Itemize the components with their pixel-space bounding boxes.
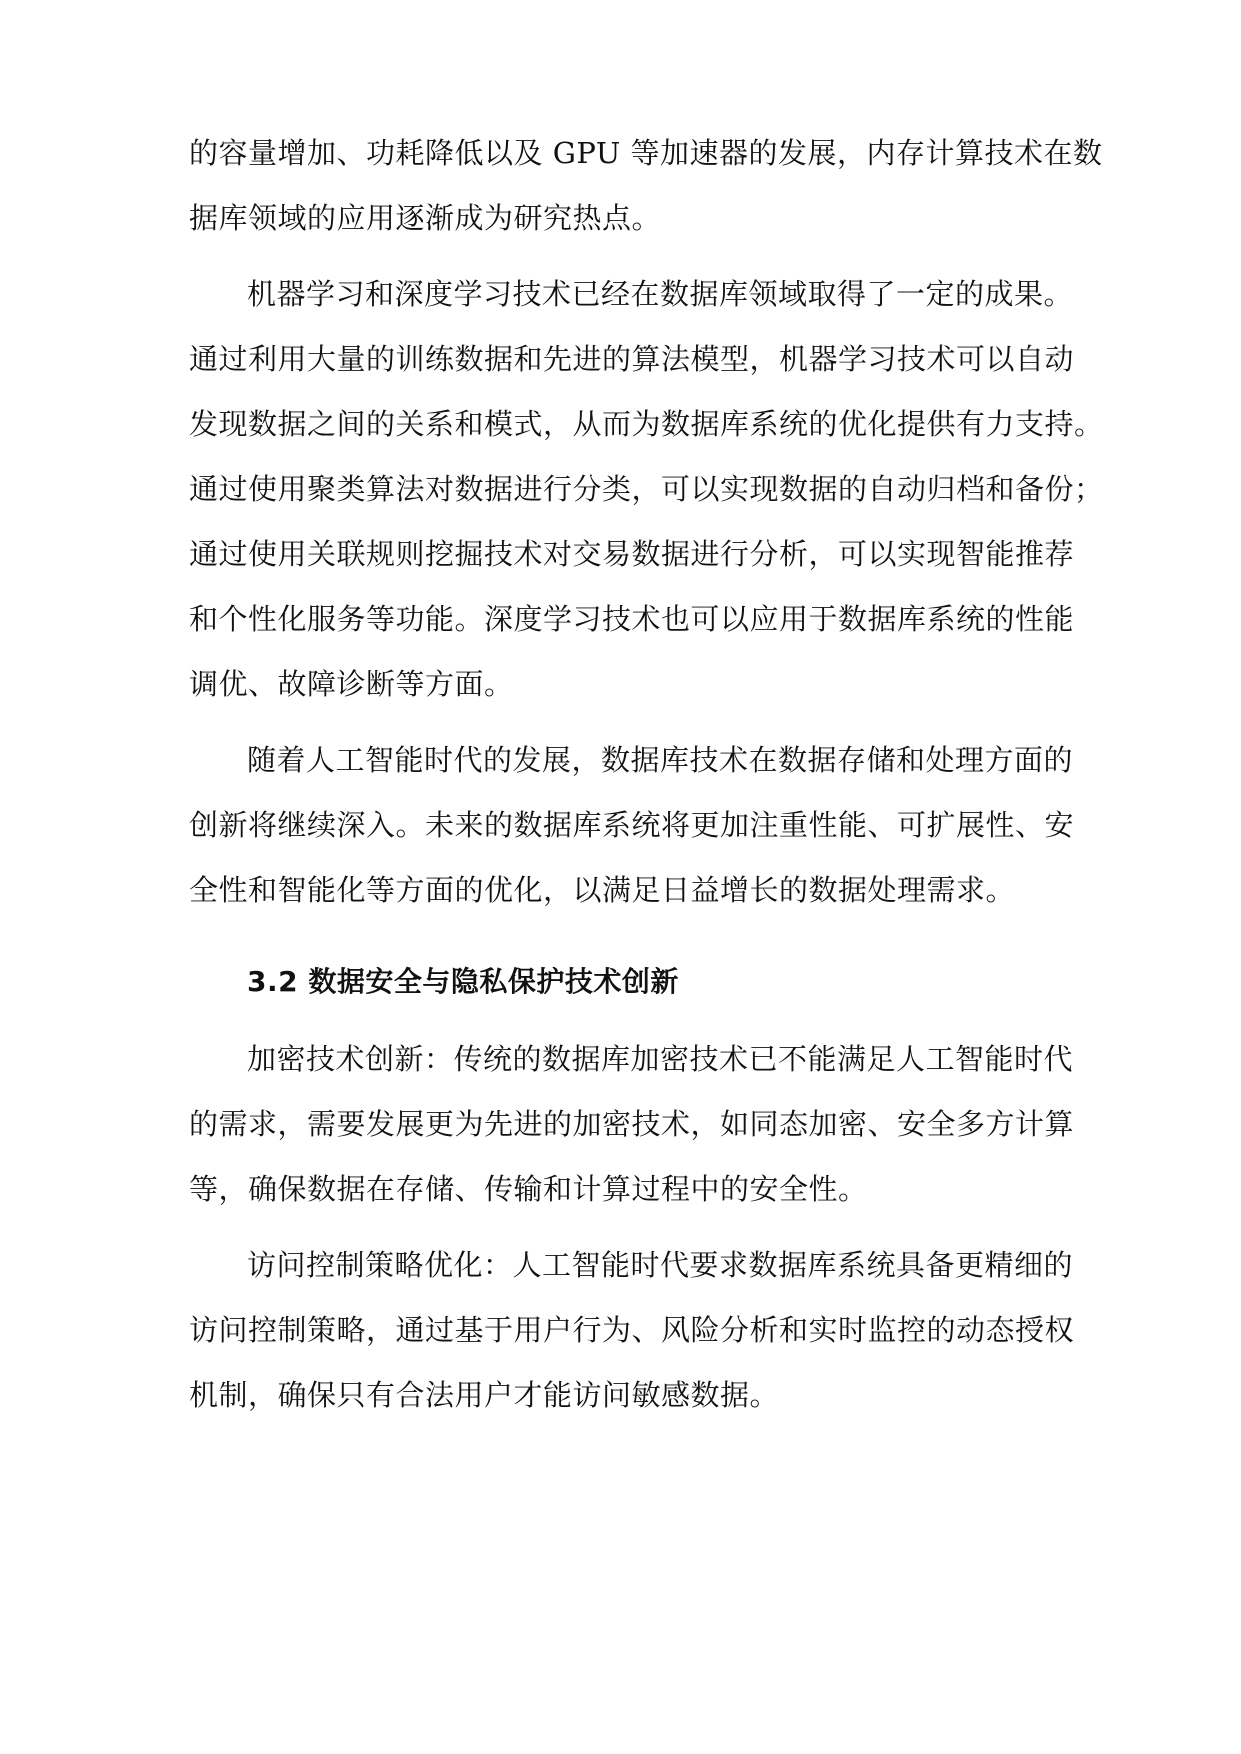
text-line: 调优、故障诊断等方面。 [189,667,514,701]
text-line: 机制，确保只有合法用户才能访问敏感数据。 [189,1378,780,1412]
text-line: 等，确保数据在存储、传输和计算过程中的安全性。 [189,1172,868,1206]
text-line: 创新将继续深入。未来的数据库系统将更加注重性能、可扩展性、安 [189,808,1075,842]
paragraph-first-line: 随着人工智能时代的发展，数据库技术在数据存储和处理方面的 [247,743,1074,777]
text-line: 的需求，需要发展更为先进的加密技术，如同态加密、安全多方计算 [189,1107,1075,1141]
text-line: 全性和智能化等方面的优化，以满足日益增长的数据处理需求。 [189,873,1016,907]
paragraph-first-line: 访问控制策略优化：人工智能时代要求数据库系统具备更精细的 [247,1248,1074,1282]
text-line: 访问控制策略，通过基于用户行为、风险分析和实时监控的动态授权 [189,1313,1075,1347]
paragraph-first-line: 机器学习和深度学习技术已经在数据库领域取得了一定的成果。 [247,277,1074,311]
text-line: 通过使用关联规则挖掘技术对交易数据进行分析，可以实现智能推荐 [189,537,1075,571]
section-heading: 3.2 数据安全与隐私保护技术创新 [247,965,679,998]
text-line: 据库领域的应用逐渐成为研究热点。 [189,201,662,235]
text-line: 通过使用聚类算法对数据进行分类，可以实现数据的自动归档和备份； [189,472,1104,506]
text-line: 的容量增加、功耗降低以及 GPU 等加速器的发展，内存计算技术在数 [189,136,1103,170]
paragraph-first-line: 加密技术创新：传统的数据库加密技术已不能满足人工智能时代 [247,1042,1074,1076]
text-line: 发现数据之间的关系和模式，从而为数据库系统的优化提供有力支持。 [189,407,1104,441]
text-line: 和个性化服务等功能。深度学习技术也可以应用于数据库系统的性能 [189,602,1075,636]
text-line: 通过利用大量的训练数据和先进的算法模型，机器学习技术可以自动 [189,342,1075,376]
